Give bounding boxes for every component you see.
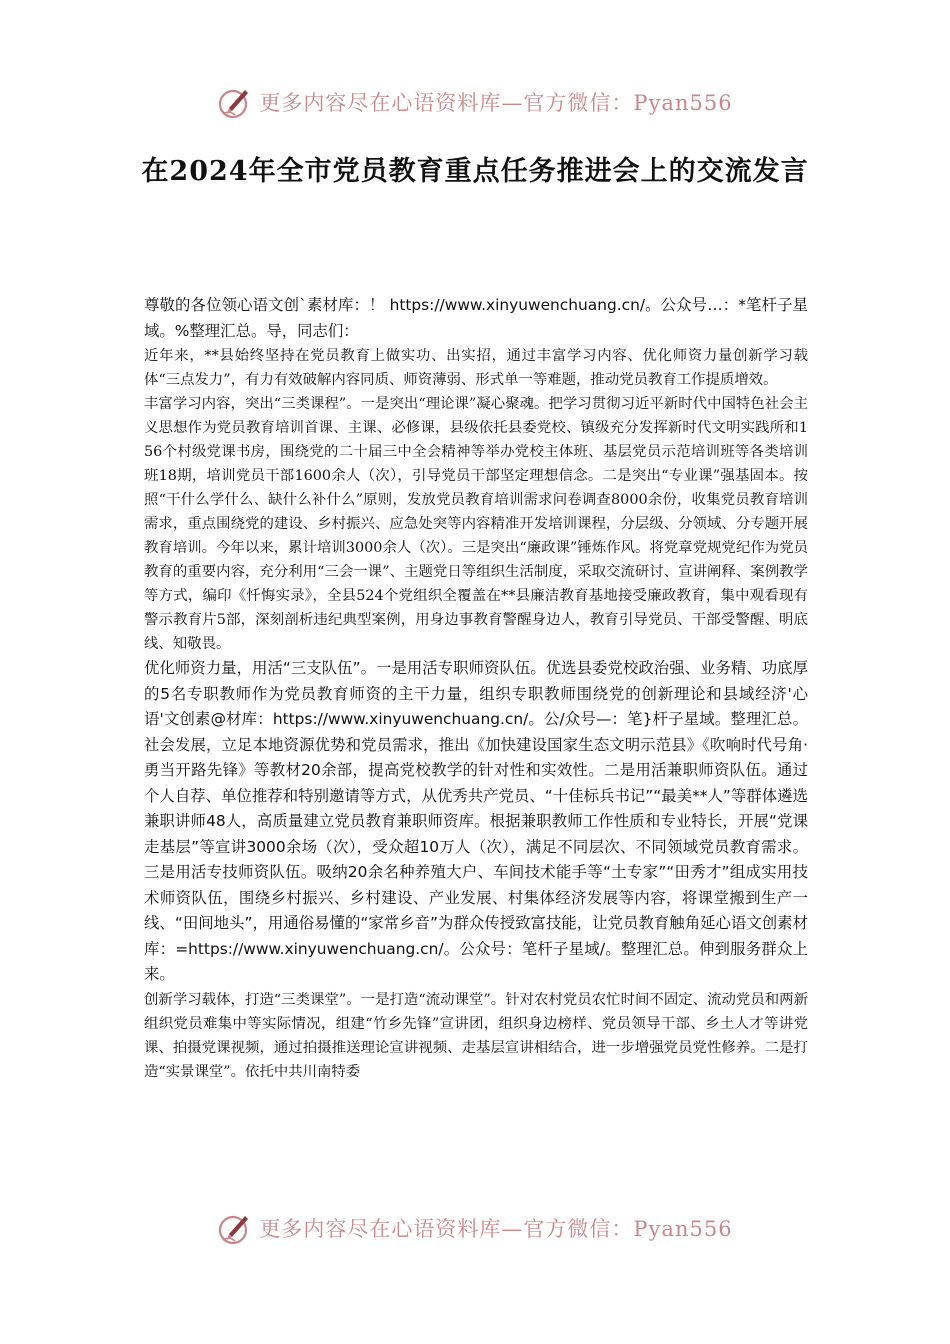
- paragraph-carriers: 创新学习载体，打造“三类课堂”。一是打造“流动课堂”。针对农村党员农忙时间不固定、流动党员和两新组织党员难集中等实际情况，组建“竹乡先锋”宣讲团，组织身边榜样、党员领导干部、乡土人才等讲党课、拍摄党课视频，通过拍摄推送理论宣讲视频、走基层宣讲相结合，进一步增强党员党性修养。二是打造“实景课堂”。依托中共川南特委: [144, 991, 808, 1080]
- paragraph-content: 丰富学习内容，突出“三类课程”。一是突出“理论课”凝心聚魂。把学习贯彻习近平新时代中国特色社会主义思想作为党员教育培训首课、主课、必修课，县级依托县委党校、镇级充分发挥新时代文明实践所和156个村级党课书房，围绕党的二十届三中全会精神等举办党校主体班、基层党员示范培训班等各类培训班18期，培训党员干部1600余人（次），引导党员干部坚定理想信念。二是突出“专业课”强基固本。按照“干什么学什么、缺什么补什么”原则，发放党员教育培训需求问卷调查8000余份，收集党员教育培训需求，重点围绕党的建设、乡村振兴、应急处突等内容精准开发培训课程，分层级、分领域、分专题开展教育培训。今年以来，累计培训3000余人（次）。三是突出“廉政课”锤炼作风。将党章党规党纪作为党员教育的重要内容，充分利用“三会一课”、主题党日等组织生活制度，采取交流研讨、宣讲阐释、案例教学等方式，编印《忏悔实录》，全县524个党组织全覆盖在**县廉洁教育基地接受廉政教育，集中观看现有警示教育片5部，深刻剖析违纪典型案例，用身边事教育警醒身边人，教育引导党员、干部受警醒、明底线、知敬畏。: [144, 396, 808, 652]
- paragraph-greeting: 尊敬的各位领心语文创`素材库：！ https://www.xinyuwenchuang.cn/。公众号…：*笔杆子星域。%整理汇总。导，同志们：: [144, 296, 808, 340]
- watermark-text: 更多内容尽在心语资料库—官方微信：Pyan556: [259, 1217, 733, 1241]
- paragraph-intro: 近年来，**县始终坚持在党员教育上做实功、出实招，通过丰富学习内容、优化师资力量创新学习载体“三点发力”，有力有效破解内容同质、师资薄弱、形式单一等难题，推动党员教育工作提质增效。: [144, 348, 808, 388]
- document-title: 在2024年全市党员教育重点任务推进会上的交流发言: [141, 156, 809, 187]
- watermark-text: 更多内容尽在心语资料库—官方微信：Pyan556: [259, 91, 733, 115]
- pen-logo-icon: [217, 84, 253, 120]
- bottom-watermark-banner: [0, 1208, 950, 1248]
- top-watermark-banner: [0, 82, 950, 122]
- paragraph-teachers: 优化师资力量，用活“三支队伍”。一是用活专职师资队伍。优选县委党校政治强、业务精、功底厚的5名专职教师作为党员教育师资的主干力量，组织专职教师围绕党的创新理论和县域经济'心语'文创素@材库：https://www.xinyuwenchuang.cn/。公/众号—：笔}杆子星域。整理汇总。社会发展，立足本地资源优势和党员需求，推出《加快建设国家生态文明示范县》《吹响时代号角·勇当开路先锋》等教材20余部，提高党校教学的针对性和实效性。二是用活兼职师资队伍。通过个人自荐、单位推荐和特别邀请等方式，从优秀共产党员、“十佳标兵书记”“最美**人”等群体遴选兼职讲师48人，高质量建立党员教育兼职师资库。根据兼职教师工作性质和专业特长，开展“党课走基层”等宣讲3000余场（次），受众超10万人（次），满足不同层次、不同领域党员教育需求。三是用活专技师资队伍。吸纳20余名种养殖大户、车间技术能手等“土专家”“田秀才”组成实用技术师资队伍，围绕乡村振兴、乡村建设、产业发展、村集体经济发展等内容，将课堂搬到生产一线、“田间地头”，用通俗易懂的“家常乡音”为群众传授致富技能，让党员教育触角延心语文创素材库：=https://www.xinyuwenchuang.cn/。公众号：笔杆子星域/。整理汇总。伸到服务群众上来。: [144, 659, 808, 983]
- document-body: [144, 293, 808, 1084]
- pen-logo-icon: [217, 1210, 253, 1246]
